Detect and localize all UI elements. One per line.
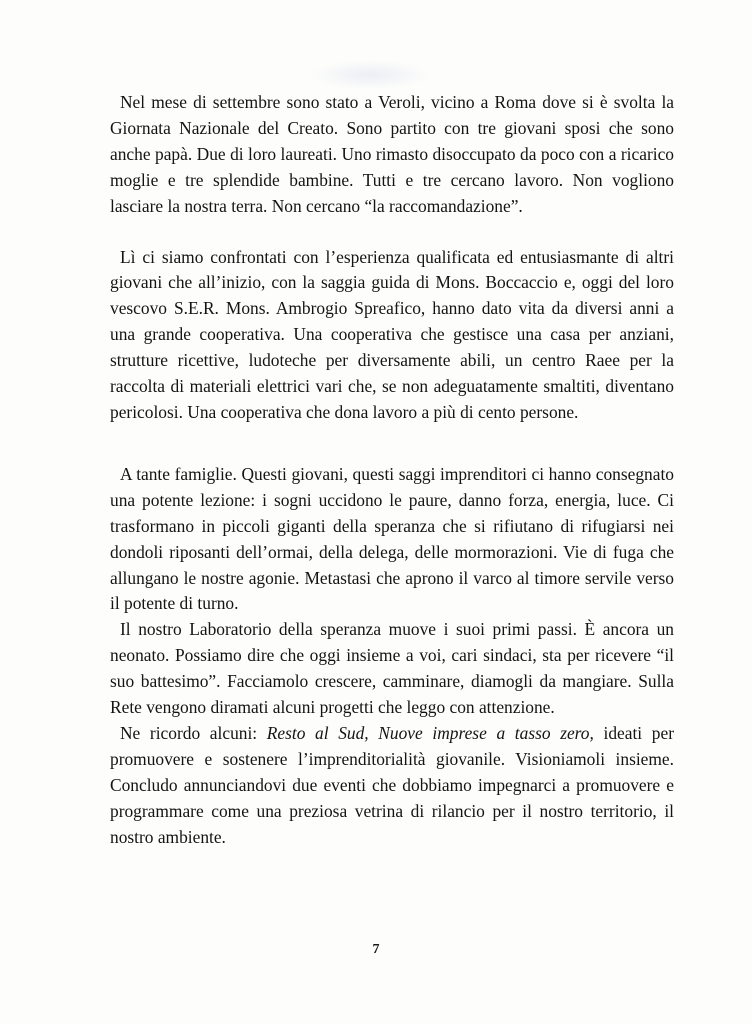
paragraph-text: Lì ci siamo confrontati con l’esperienza qualificata ed entusiasmante di altri giovani che all’inizio, con la saggia guida di Mons. Boccaccio e, oggi del loro vescovo S.E.R. Mons. Ambrogio Spreafico, hanno dato vita da diversi anni a una grande cooperativa. Una cooperativa che gestisce una casa per anziani, strutture ricettive, ludoteche per diversamente abili, un centro Raee per la raccolta di materiali elettrici vari che, se non adeguatamente smaltiti, diventano pericolosi. Una cooperativa che dona lavoro a più di cento persone. — [110, 246, 674, 422]
paragraph-text: ideati per promuovere e sostenere l’imprenditorialità giovanile. Visioniamoli insieme. Concludo annunciandovi due eventi che dobbiamo impegnarci a promuovere e programmare come una preziosa vetrina di rilancio per il nostro territorio, il nostro ambiente. — [110, 722, 674, 847]
paragraph-text: Nel mese di settembre sono stato a Veroli, vicino a Roma dove si è svolta la Giornata Nazionale del Creato. Sono partito con tre giovani sposi che sono anche papà. Due di loro laureati. Uno rimasto disoccupato da poco con a ricarico moglie e tre splendide bambine. Tutti e tre cercano lavoro. Non vogliono lasciare la nostra terra. Non cercano “la raccomandazione”. — [110, 92, 674, 216]
paragraph-laboratorio — [110, 617, 674, 721]
project-names: Resto al Sud, Nuove imprese a tasso zero, — [266, 722, 594, 743]
paragraph-text: Il nostro Laboratorio della speranza muove i suoi primi passi. È ancora un neonato. Possiamo dire che oggi insieme a voi, cari sindaci, sta per ricevere “il suo battesimo”. Facciamolo crescere, camminare, diamogli da mangiare. Sulla Rete vengono diramati alcuni progetti che leggo con attenzione. — [110, 619, 674, 718]
paragraph-veroli — [110, 90, 674, 220]
paragraph-famiglie — [110, 462, 674, 617]
bleed-through-mark — [310, 60, 430, 90]
paragraph-text: A tante famiglie. Questi giovani, questi saggi imprenditori ci hanno consegnato una potente lezione: i sogni uccidono le paure, danno forza, energia, luce. Ci trasformano in piccoli giganti della speranza che si rifiutano di rifugiarsi nei dondoli riposanti dell’ormai, della delega, delle mormorazioni. Vie di fuga che allungano le nostre agonie. Metastasi che aprono il varco al timore servile verso il potente di turno. — [110, 463, 674, 614]
paragraph-text: Ne ricordo alcuni: — [120, 722, 267, 743]
body-text — [110, 90, 674, 850]
paragraph-cooperativa — [110, 245, 674, 426]
page-number: 7 — [372, 942, 380, 957]
paragraph-progetti — [110, 721, 674, 851]
